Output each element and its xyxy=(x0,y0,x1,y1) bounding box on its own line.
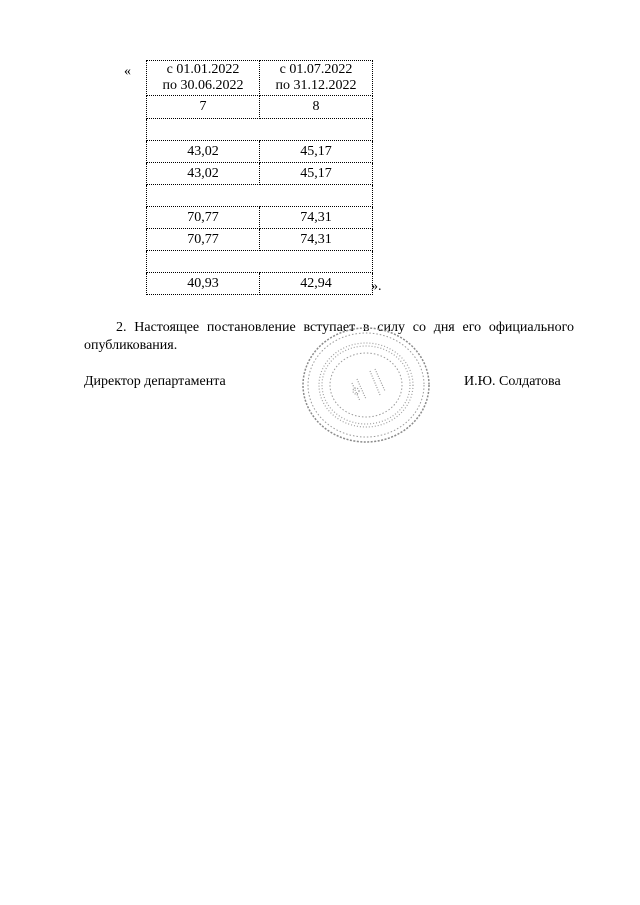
close-quote: ». xyxy=(371,279,382,294)
table-cell: 74,31 xyxy=(260,207,373,229)
section-row xyxy=(147,251,373,273)
section-cell xyxy=(147,185,373,207)
seal-outer-ring-inner xyxy=(308,333,424,437)
table-row xyxy=(147,207,373,229)
table-cell: 45,17 xyxy=(260,141,373,163)
column-number: 8 xyxy=(260,96,373,119)
header-row xyxy=(147,61,373,96)
table-cell: 42,94 xyxy=(260,273,373,295)
header-period-start: с 01.01.2022 xyxy=(166,62,240,77)
table-cell: 43,02 xyxy=(147,141,260,163)
signatory-name: И.Ю. Солдатова xyxy=(464,374,561,389)
seal-center-text xyxy=(352,369,385,401)
signatory-role: Директор департамента xyxy=(84,374,226,389)
table-row xyxy=(147,273,373,295)
table-row xyxy=(147,141,373,163)
section-row xyxy=(147,119,373,141)
section-cell xyxy=(147,251,373,273)
seal-ring-lettering xyxy=(319,343,413,427)
section-row xyxy=(147,185,373,207)
effective-date-paragraph: 2. Настоящее постановление вступает в силу со дня его официального опубликования. xyxy=(84,320,574,353)
column-number-row xyxy=(147,96,373,119)
header-period-start: с 01.07.2022 xyxy=(279,62,353,77)
table-row xyxy=(147,163,373,185)
header-cell xyxy=(260,61,373,96)
table-row xyxy=(147,229,373,251)
open-quote: « xyxy=(124,64,131,79)
table-cell: 45,17 xyxy=(260,163,373,185)
header-period-end: по 30.06.2022 xyxy=(162,78,244,93)
table-cell: 74,31 xyxy=(260,229,373,251)
table-cell: 43,02 xyxy=(147,163,260,185)
official-seal-stamp xyxy=(300,325,432,445)
section-cell xyxy=(147,119,373,141)
table-cell: 40,93 xyxy=(147,273,260,295)
header-cell xyxy=(147,61,260,96)
table-cell: 70,77 xyxy=(147,207,260,229)
tariff-table xyxy=(146,60,373,295)
seal-inner-ring xyxy=(330,353,402,417)
table-cell: 70,77 xyxy=(147,229,260,251)
header-period-end: по 31.12.2022 xyxy=(275,78,357,93)
column-number: 7 xyxy=(147,96,260,119)
